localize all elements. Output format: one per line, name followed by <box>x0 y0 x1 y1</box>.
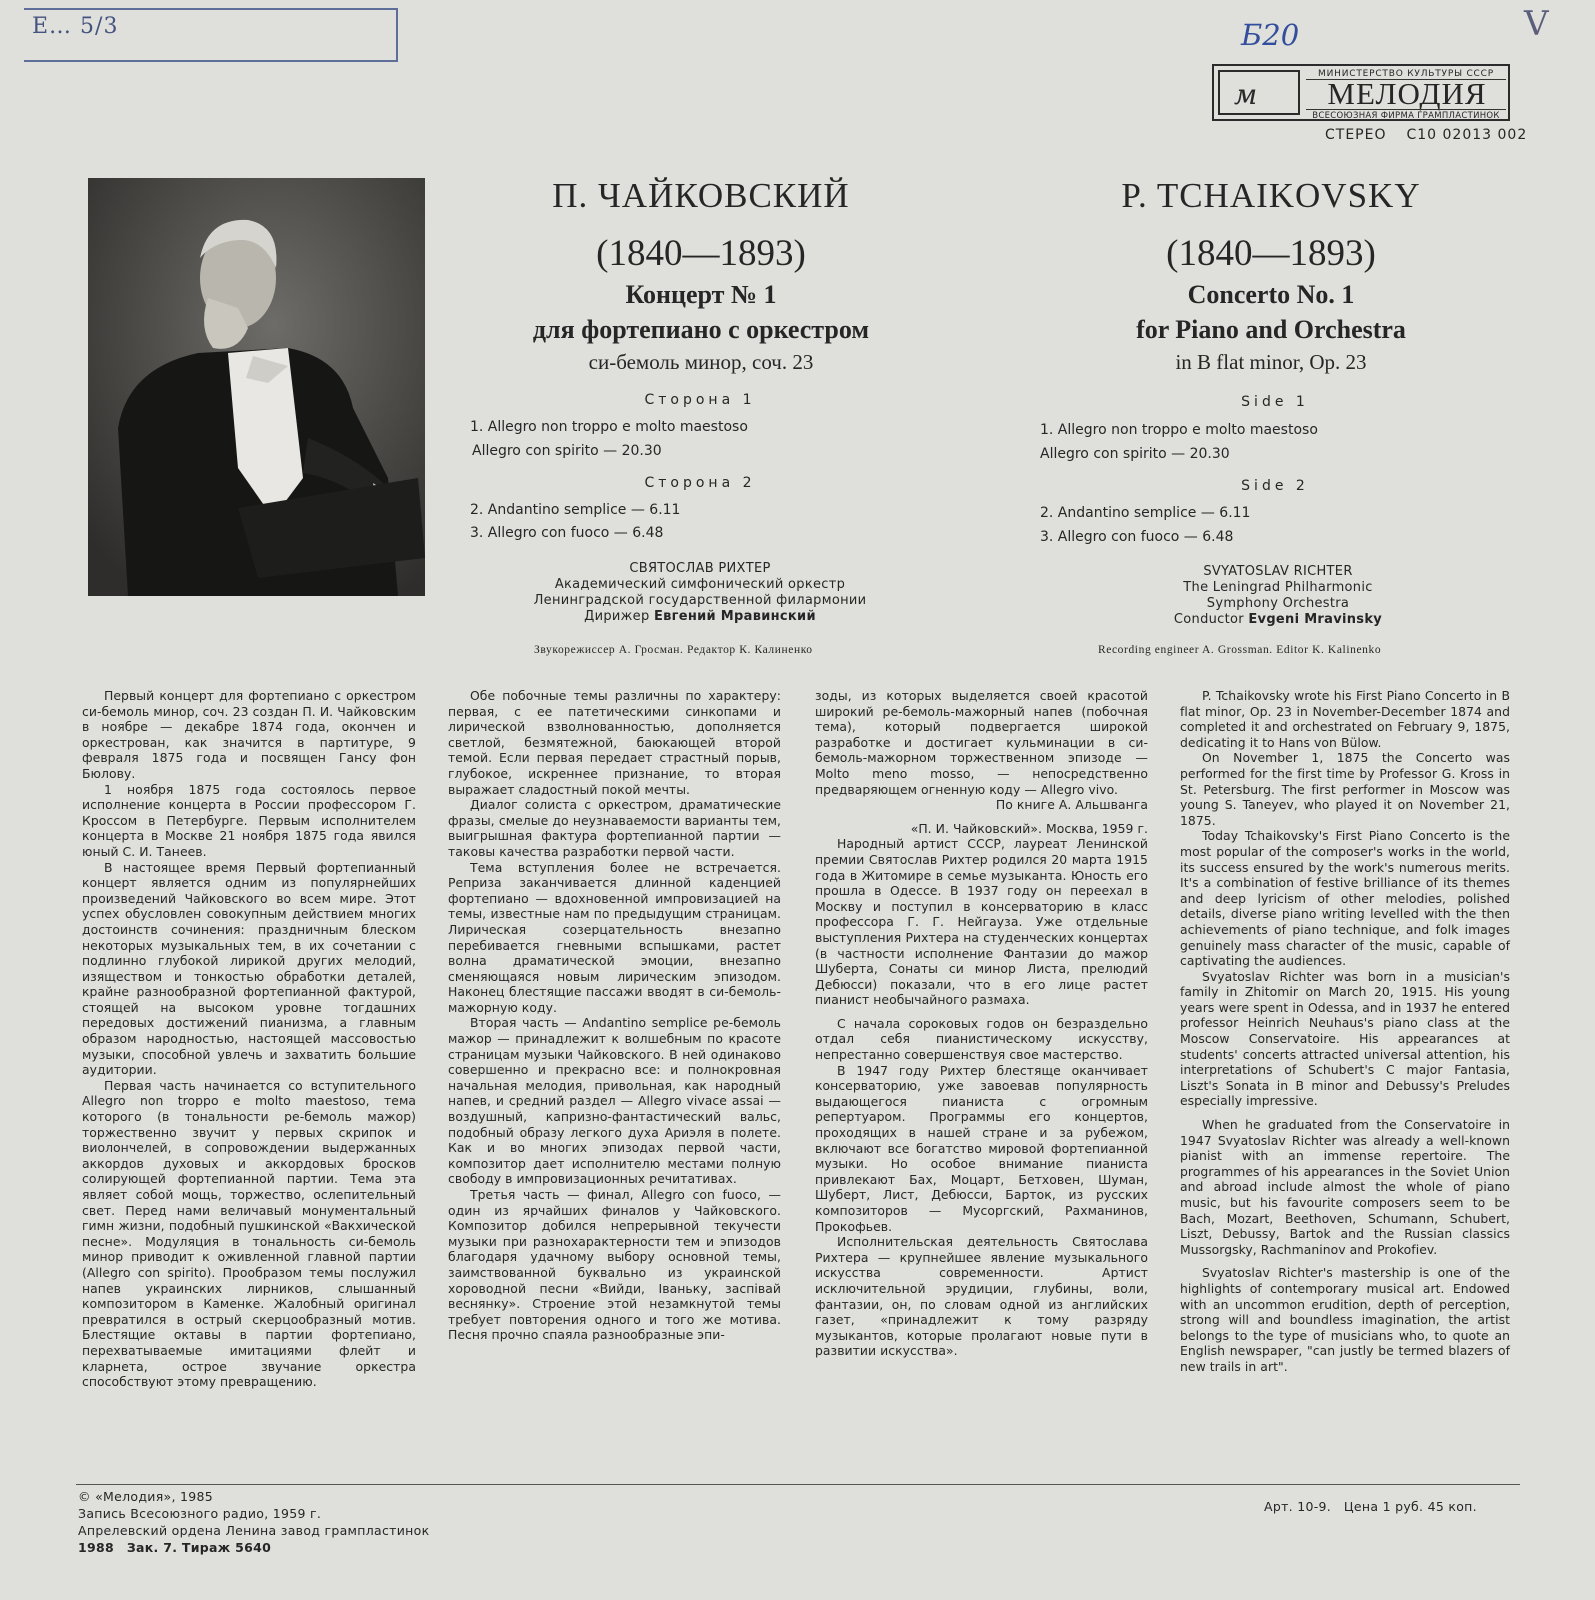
melodiya-logo <box>1212 64 1510 121</box>
handwritten-number: Б20 <box>1241 18 1300 52</box>
notes-paragraph: Вторая часть — Andantino semplice ре-бемоль мажор — принадлежит к волшебным по красоте страницам музыки Чайковского. В ней одинаково совершенно и прекрасно все: и полнокровная начальная мелодия, привольная, как народный напев, и средний раздел — Allegro vivace assai — воздушный, капризно-фантастический вальс, подобный образу легкого духа Ариэля в полете. Как и во многих эпизодах первой части, композитор дает исполнителю местами полную свободу в импровизационных речитативах. <box>448 1015 781 1187</box>
footer-order: Зак. 7. Тираж 5640 <box>126 1540 272 1555</box>
en-performers <box>1128 564 1428 628</box>
ru-side1-heading: Сторона 1 <box>644 392 756 408</box>
catalog-number: С10 02013 002 <box>1406 127 1528 143</box>
notes-paragraph: Обе побочные темы различны по характеру: первая, с ее патетическими синкопами и лирической взволнованностью, дополняется светлой, безмятежной, баюкающей второй темой. Если первая передает страстный порыв, глубокое, искреннее признание, то вторая выражает сладостный покой мечты. <box>448 688 781 797</box>
footer-price-line <box>1264 1498 1477 1515</box>
en-track-1a: 1. Allegro non troppo e molto maestoso <box>1040 422 1318 438</box>
en-conductor-label: Conductor <box>1173 612 1244 627</box>
footer-recording: Запись Всесоюзного радио, 1959 г. <box>78 1506 322 1521</box>
catalog-line <box>1325 127 1527 143</box>
notes-paragraph: Диалог солиста с оркестром, драматические фразы, смелые до неузнаваемости варианты тем, выигрышная фактура фортепианной партии — таковы качества разработки первой части. <box>448 797 781 859</box>
handwritten-mark: V <box>1524 4 1549 44</box>
ru-track-2: 2. Andantino semplice — 6.11 <box>470 502 681 518</box>
footer-divider <box>76 1484 1520 1485</box>
footer-plant: Апрелевский ордена Ленина завод грампластинок <box>78 1523 430 1538</box>
notes-paragraph: В настоящее время Первый фортепианный концерт является одним из популярнейших произведений Чайковского во всем мире. Этот успех обусловлен совокупным действием многих достоинств сочинения: праздничным блеском некоторых музыкальных тем, в их сочетании с подлинно глубокой лирикой других мелодий, изяществом и тонкостью обработки деталей, крайне разнообразной фортепианной фактурой, стоящей на высоком уровне тогдашних передовых достижений пианизма, а главным образом народностью, настоящей массовостью музыки, способной увлечь и захватить большие аудитории. <box>82 859 416 1078</box>
notes-paragraph: Первый концерт для фортепиано с оркестром си-бемоль минор, соч. 23 создан П. И. Чайковским в ноябре — декабре 1874 года, окончен и оркестрован, как значится в партитуре, 9 февраля 1875 года и посвящен Гансу фон Бюлову. <box>82 688 416 781</box>
notes-paragraph: When he graduated from the Conservatoire in 1947 Svyatoslav Richter was already a well-known pianist with an immense repertoire. The programmes of his appearances in the Soviet Union and abroad include almost the whole of piano music, but his favourite composers seem to be Bach, Mozart, Beethoven, Schumann, Schubert, Liszt, Debussy, Bartok and the Russian classics Mussorgsky, Rachmaninov and Prokofiev. <box>1180 1117 1510 1257</box>
ru-dates: (1840—1893) <box>596 233 806 274</box>
ru-track-3: 3. Allegro con fuoco — 6.48 <box>470 525 664 541</box>
en-orchestra-line2: Symphony Orchestra <box>1206 596 1350 611</box>
ru-conductor <box>490 609 910 625</box>
footer-price: Цена 1 руб. 45 коп. <box>1343 1499 1477 1514</box>
notes-paragraph: Исполнительская деятельность Святослава Рихтера — крупнейшее явление музыкального искусства современности. Артист исключительной эрудиции, глубины, воли, фантазии, он, по словам одной из английских газет, «принадлежит к тому разряду музыкантов, которые пролагают новые пути в развитии искусства». <box>815 1234 1148 1359</box>
en-dates: (1840—1893) <box>1166 233 1376 274</box>
notes-paragraph: On November 1, 1875 the Concerto was performed for the first time by Professor G. Kross in St. Petersburg. The first performer in Moscow was young S. Taneyev, who played it on November 21, 1875. <box>1180 750 1510 828</box>
en-work-title: Concerto No. 1 <box>1187 280 1355 309</box>
notes-paragraph: Svyatoslav Richter's mastership is one of the highlights of contemporary musical art. Endowed with an uncommon erudition, depth of perception, strong will and boundless imagination, the artist belongs to the type of musicians who, to quote an English newspaper, "can justly be termed blazers of new trails in art". <box>1180 1265 1510 1374</box>
ru-credits: Звукорежиссер А. Гросман. Редактор К. Калиненко <box>534 644 813 656</box>
notes-column-2 <box>448 688 781 1343</box>
en-conductor <box>1128 612 1428 628</box>
en-orchestra-line1: The Leningrad Philharmonic <box>1183 580 1373 595</box>
notes-column-4 <box>1180 688 1510 1375</box>
footer-imprint <box>78 1488 429 1556</box>
ru-conductor-name: Евгений Мравинский <box>653 609 816 624</box>
en-conductor-name: Evgeni Mravinsky <box>1248 612 1383 627</box>
notes-column-1 <box>82 688 416 1390</box>
ru-orchestra-line2: Ленинградской государственной филармонии <box>533 593 867 608</box>
en-instrumentation: for Piano and Orchestra <box>1136 315 1406 344</box>
stamp-text: Е… 5/3 <box>32 14 119 39</box>
notes-column-3 <box>815 688 1148 1359</box>
notes-paragraph: Первая часть начинается со вступительного Allegro non troppo e molto maestoso, тема которого (в тональности ре-бемоль мажор) торжественно звучит у первых скрипок и виолончелей, в сопровождении выдержанных аккордов духовых и аккордовых бросков солирующей фортепианной партии. Тема эта являет собой мощь, торжество, ослепительный свет. Перед нами величавый монументальный гимн жизни, подобный пушкинской «Вакхической песне». Модуляция в тональность си-бемоль минор приводит к оживленной главной партии (Allegro con spirito). Прообразом темы послужил напев украинских лирников, слышанный композитором в Каменке. Жалобный оригинал превратился в острый скерцообразный мотив. Блестящие октавы в партии фортепиано, перехватываемые имитациями флейт и кларнета, острое звучание оркестра способствуют этому превращению. <box>82 1077 416 1390</box>
notes-paragraph: Svyatoslav Richter was born in a musician's family in Zhitomir on March 20, 1915. His young years were spent in Odessa, and in 1937 he entered professor Heinrich Neuhaus's piano class at the Moscow Conservatoire. His appearances at students' concerts attracted universal attention, his interpretations of Schubert's C major Fantasia, Liszt's Sonata in B minor and Debussy's Preludes especially impressive. <box>1180 968 1510 1109</box>
ru-performers <box>490 561 910 625</box>
footer-copyright: © «Мелодия», 1985 <box>78 1489 214 1504</box>
notes-source: По книге А. Альшванга <box>995 797 1148 813</box>
ru-instrumentation: для фортепиано с оркестром <box>532 315 870 344</box>
notes-paragraph: В 1947 году Рихтер блестяще оканчивает консерваторию, уже завоевав популярность выдающегося пианиста с огромным репертуаром. Программы его концертов, проходящих в нашей стране и за рубежом, включают все богатство мировой фортепианной музыки. Но особое внимание пианиста привлекают Бах, Моцарт, Бетховен, Шуман, Шуберт, Лист, Дебюсси, Барток, из русских композиторов — Мусоргский, Рахманинов, Прокофьев. <box>815 1062 1148 1234</box>
ru-track-1a: 1. Allegro non troppo e molto maestoso <box>470 419 748 435</box>
ru-composer: П. ЧАЙКОВСКИЙ <box>552 176 850 215</box>
en-side2-heading: Side 2 <box>1241 478 1309 494</box>
ru-key: си-бемоль минор, соч. 23 <box>588 350 814 374</box>
footer-order-line <box>78 1539 429 1556</box>
stereo-label: СТЕРЕО <box>1325 127 1387 143</box>
logo-ministry-text: МИНИСТЕРСТВО КУЛЬТУРЫ СССР <box>1306 69 1506 80</box>
notes-paragraph: 1 ноября 1875 года состоялось первое исполнение концерта в России профессором Г. Кроссом в Петербурге. Первым исполнителем концерта в Москве 21 ноября 1875 года явился юный С. И. Танеев. <box>82 781 416 859</box>
footer-year: 1988 <box>78 1540 114 1555</box>
notes-paragraph: Тема вступления более не встречается. Реприза заканчивается длинной каденцией фортепиано — вдохновенной импровизацией на темы, известные нам по предыдущим страницам. Лирическая созерцательность внезапно перебивается гневными вспышками, растет волна драматической эмоции, внезапно сменяющаяся новым лирическим эпизодом. Наконец блестящие пассажи вводят в си-бемоль-мажорную коду. <box>448 859 781 1015</box>
notes-paragraph: С начала сороковых годов он безраздельно отдал себя пианистическому искусству, непрестанно совершенствуя свое мастерство. <box>815 1015 1148 1063</box>
en-track-2: 2. Andantino semplice — 6.11 <box>1040 505 1251 521</box>
footer-art: Арт. 10-9. <box>1264 1499 1332 1514</box>
logo-name: МЕЛОДИЯ <box>1327 76 1487 111</box>
logo-firm-text: ВСЕСОЮЗНАЯ ФИРМА ГРАМПЛАСТИНОК <box>1306 109 1506 121</box>
en-credits: Recording engineer A. Grossman. Editor K. Kalinenko <box>1098 644 1382 656</box>
notes-paragraph: зоды, из которых выделяется своей красотой широкий ре-бемоль-мажорный напев (побочная тема), который подвергается широкой разработке и достигает кульминации в си-бемоль-мажорном торжественном эпизоде — Molto meno mosso, — непосредственно предваряющем огненную коду — Allegro vivo. <box>815 688 1148 797</box>
melodiya-emblem-icon: м <box>1218 70 1300 115</box>
ru-performer: СВЯТОСЛАВ РИХТЕР <box>629 561 771 576</box>
notes-paragraph: P. Tchaikovsky wrote his First Piano Concerto in B flat minor, Op. 23 in November-December 1874 and completed it and orchestrated on February 9, 1875, dedicating it to Hans von Bülow. <box>1180 688 1510 750</box>
en-performer: SVYATOSLAV RICHTER <box>1203 564 1353 579</box>
notes-paragraph: Народный артист СССР, лауреат Ленинской премии Святослав Рихтер родился 20 марта 1915 года в Житомире в семье музыканта. Юность его прошла в Одессе. В 1937 году он переехал в Москву и поступил в консерваторию в класс профессора Г. Г. Нейгауза. Уже отдельные выступления Рихтера на студенческих концертах (в частности исполнение Фантазии до мажор Шуберта, Сонаты си минор Листа, прелюдий Дебюсси) показали, что в его лице растет пианист необычайного размаха. <box>815 836 1148 1008</box>
notes-paragraph: Третья часть — финал, Allegro con fuoco, — один из ярчайших финалов у Чайковского. Композитор добился непрерывной текучести музыки при разнохарактерности тем и эпизодов благодаря удачному выбору основной темы, заимствованной буквально из украинской хороводной песни «Вийди, Іваньку, заспівай веснянку». Строение этой незамкнутой темы требует повторения одного и того же мотива. Песня прочно спаяла разнообразные эпи- <box>448 1187 781 1343</box>
notes-paragraph: Today Tchaikovsky's First Piano Concerto is the most popular of the composer's works in the world, its success ensured by the work's numerous merits. It's a combination of festive brilliance of its themes and deep lyricism of other melodies, polished details, diverse piano writing levelled with the then achievements of piano technique, and folk images genuinely mass character of the music, capable of captivating the audiences. <box>1180 828 1510 969</box>
en-side1-heading: Side 1 <box>1241 394 1309 410</box>
en-track-3: 3. Allegro con fuoco — 6.48 <box>1040 529 1234 545</box>
en-key: in B flat minor, Op. 23 <box>1175 350 1367 374</box>
ru-orchestra-line1: Академический симфонический оркестр <box>554 577 846 592</box>
notes-source-title: «П. И. Чайковский». Москва, 1959 г. <box>910 820 1148 836</box>
en-composer: P. TCHAIKOVSKY <box>1121 176 1421 215</box>
ru-work-title: Концерт № 1 <box>625 280 777 309</box>
pianist-portrait-image <box>88 178 425 596</box>
ru-conductor-label: Дирижер <box>584 609 650 624</box>
pianist-photo <box>88 178 425 596</box>
ru-side2-heading: Сторона 2 <box>644 475 756 491</box>
en-track-1b: Allegro con spirito — 20.30 <box>1040 446 1230 462</box>
ru-track-1b: Allegro con spirito — 20.30 <box>472 443 662 459</box>
